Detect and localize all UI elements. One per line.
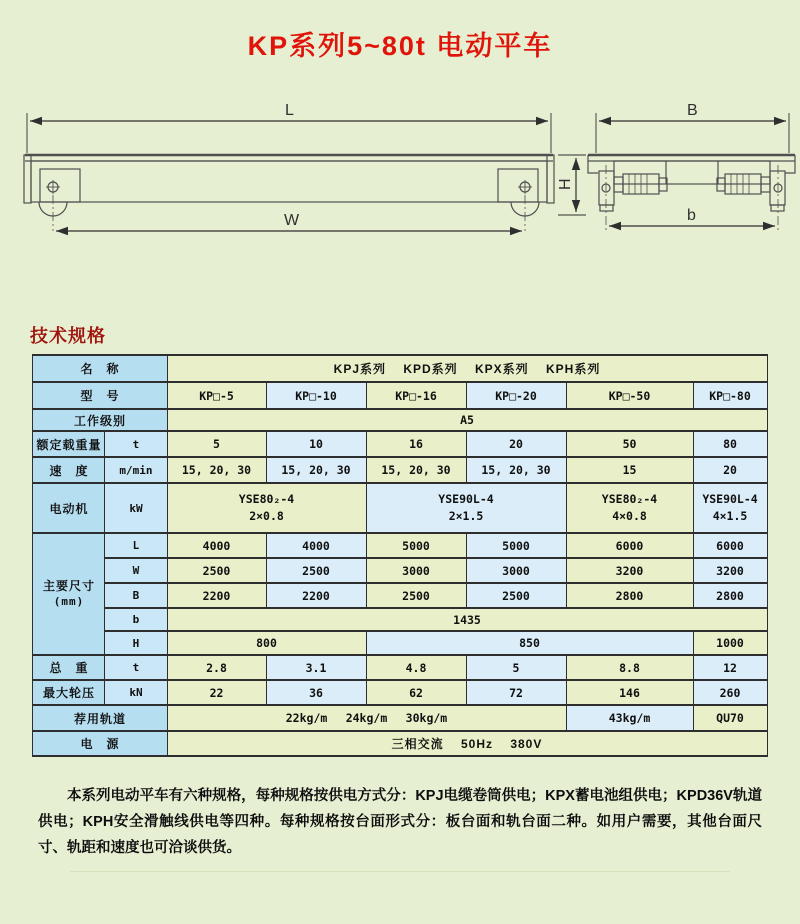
motor-cell bbox=[566, 483, 693, 533]
rail-cell: 22kg/m 24kg/m 30kg/m bbox=[167, 705, 566, 731]
spec-cell: 3200 bbox=[693, 558, 767, 583]
rail-cell: 43kg/m bbox=[566, 705, 693, 731]
row-label-power-supply: 电 源 bbox=[33, 731, 167, 756]
spec-cell: 2500 bbox=[167, 558, 266, 583]
spec-cell: KP□-10 bbox=[266, 382, 366, 409]
spec-cell: 8.8 bbox=[566, 655, 693, 680]
spec-cell: 12 bbox=[693, 655, 767, 680]
table-row-wheel-load bbox=[33, 680, 767, 705]
row-label-model: 型 号 bbox=[33, 382, 167, 409]
main-dimensions-label: 主要尺寸 bbox=[42, 579, 95, 594]
motor-model: YSE90L-4 bbox=[438, 492, 494, 507]
table-row-dim-L bbox=[33, 533, 767, 558]
unit-wheel-load: kN bbox=[105, 680, 167, 705]
motor-model: YSE80₂-4 bbox=[238, 492, 295, 507]
dim-label-b: b bbox=[687, 207, 696, 224]
motor-cell bbox=[167, 483, 366, 533]
spec-cell: 800 bbox=[167, 631, 366, 655]
unit-motor: kW bbox=[105, 483, 167, 533]
table-row-motor bbox=[33, 483, 767, 533]
table-row-dim-B bbox=[33, 583, 767, 608]
spec-cell: 4000 bbox=[266, 533, 366, 558]
section-title: 技术规格 bbox=[30, 326, 106, 346]
spec-cell: KP□-5 bbox=[167, 382, 266, 409]
motor-model: YSE90L-4 bbox=[702, 492, 758, 507]
spec-cell: 72 bbox=[466, 680, 566, 705]
spec-cell: 146 bbox=[566, 680, 693, 705]
spec-cell: 3200 bbox=[566, 558, 693, 583]
spec-cell: 16 bbox=[366, 431, 466, 457]
table-row-duty-class bbox=[33, 409, 767, 431]
motor-cell bbox=[693, 483, 767, 533]
row-label-rail: 荐用轨道 bbox=[33, 705, 167, 731]
row-label-total-weight: 总 重 bbox=[33, 655, 105, 680]
dim-sublabel-W: W bbox=[105, 558, 167, 583]
spec-cell: 2.8 bbox=[167, 655, 266, 680]
dim-label-H: H bbox=[557, 178, 574, 190]
spec-cell: 3.1 bbox=[266, 655, 366, 680]
spec-cell: 260 bbox=[693, 680, 767, 705]
power-supply-cell: 三相交流 50Hz 380V bbox=[167, 731, 767, 756]
spec-cell: 50 bbox=[566, 431, 693, 457]
spec-cell: 15, 20, 30 bbox=[266, 457, 366, 483]
page-title: KP系列5~80t 电动平车 bbox=[247, 31, 553, 61]
table-row-dim-b bbox=[33, 608, 767, 631]
table-row-total-weight bbox=[33, 655, 767, 680]
footer-paragraph: 本系列电动平车有六种规格，每种规格按供电方式分：KPJ电缆卷筒供电；KPX蓄电池组供电；KPD36V轨道供电；KPH安全滑触线供电等四种。每种规格按台面形式分：板台面和轨台面二种。如用户需要，其他台面尺寸、轨距和速度也可洽谈供货。 bbox=[38, 788, 762, 857]
motor-model: YSE80₂-4 bbox=[601, 492, 658, 507]
table-row-dim-W bbox=[33, 558, 767, 583]
motor-power: 2×0.8 bbox=[249, 509, 284, 523]
table-row-dim-H bbox=[33, 631, 767, 655]
gauge-cell: 1435 bbox=[167, 608, 767, 631]
dim-sublabel-b: b bbox=[105, 608, 167, 631]
row-label-motor: 电动机 bbox=[33, 483, 105, 533]
spec-cell: 2800 bbox=[566, 583, 693, 608]
spec-cell: 5000 bbox=[466, 533, 566, 558]
spec-cell: 3000 bbox=[366, 558, 466, 583]
spec-table bbox=[32, 354, 767, 757]
unit-total-weight: t bbox=[105, 655, 167, 680]
row-label-wheel-load: 最大轮压 bbox=[33, 680, 105, 705]
spec-cell: 2500 bbox=[466, 583, 566, 608]
dim-sublabel-L: L bbox=[105, 533, 167, 558]
spec-cell: 62 bbox=[366, 680, 466, 705]
spec-cell: 5000 bbox=[366, 533, 466, 558]
motor-cell bbox=[366, 483, 566, 533]
side-view-drawing bbox=[24, 113, 586, 231]
dim-sublabel-H: H bbox=[105, 631, 167, 655]
spec-cell: KP□-80 bbox=[693, 382, 767, 409]
spec-cell: 2800 bbox=[693, 583, 767, 608]
spec-cell: 2500 bbox=[366, 583, 466, 608]
spec-cell: 20 bbox=[693, 457, 767, 483]
row-label-duty-class: 工作级别 bbox=[33, 409, 167, 431]
series-names-cell: KPJ系列 KPD系列 KPX系列 KPH系列 bbox=[167, 355, 767, 382]
spec-cell: KP□-16 bbox=[366, 382, 466, 409]
motor-power: 2×1.5 bbox=[448, 509, 484, 523]
spec-cell: 15 bbox=[566, 457, 693, 483]
dimension-drawing bbox=[0, 91, 800, 256]
table-row-rail bbox=[33, 705, 767, 731]
spec-cell: 36 bbox=[266, 680, 366, 705]
dim-label-B: B bbox=[687, 102, 698, 119]
spec-cell: 15, 20, 30 bbox=[466, 457, 566, 483]
table-row-power-supply bbox=[33, 731, 767, 756]
spec-cell: 10 bbox=[266, 431, 366, 457]
unit-capacity: t bbox=[105, 431, 167, 457]
spec-cell: 4000 bbox=[167, 533, 266, 558]
spec-cell: 15, 20, 30 bbox=[167, 457, 266, 483]
spec-cell: KP□-50 bbox=[566, 382, 693, 409]
unit-speed: m/min bbox=[105, 457, 167, 483]
table-row-capacity bbox=[33, 431, 767, 457]
spec-cell: 2200 bbox=[266, 583, 366, 608]
spec-cell: 6000 bbox=[693, 533, 767, 558]
motor-power: 4×0.8 bbox=[612, 509, 647, 523]
bottom-divider bbox=[70, 871, 730, 872]
row-label-speed: 速 度 bbox=[33, 457, 105, 483]
spec-cell: 4.8 bbox=[366, 655, 466, 680]
table-row-model bbox=[33, 382, 767, 409]
spec-cell: KP□-20 bbox=[466, 382, 566, 409]
spec-cell: 22 bbox=[167, 680, 266, 705]
spec-cell: 2500 bbox=[266, 558, 366, 583]
rail-cell: QU70 bbox=[693, 705, 767, 731]
spec-cell: 2200 bbox=[167, 583, 266, 608]
dim-label-W: W bbox=[284, 212, 300, 229]
row-label-main-dimensions bbox=[33, 533, 105, 655]
table-row-speed bbox=[33, 457, 767, 483]
spec-cell: 6000 bbox=[566, 533, 693, 558]
spec-cell: 5 bbox=[167, 431, 266, 457]
motor-power: 4×1.5 bbox=[712, 509, 748, 523]
spec-cell: 1000 bbox=[693, 631, 767, 655]
table-row-name bbox=[33, 355, 767, 382]
spec-cell: 3000 bbox=[466, 558, 566, 583]
main-dimensions-unit: (mm) bbox=[53, 594, 85, 608]
spec-cell: 15, 20, 30 bbox=[366, 457, 466, 483]
spec-cell: 80 bbox=[693, 431, 767, 457]
spec-cell: 5 bbox=[466, 655, 566, 680]
dim-label-L: L bbox=[285, 102, 294, 119]
dim-sublabel-B: B bbox=[105, 583, 167, 608]
row-label-capacity: 额定载重量 bbox=[33, 431, 105, 457]
spec-cell: 850 bbox=[366, 631, 693, 655]
row-label-name: 名 称 bbox=[33, 355, 167, 382]
technical-drawing bbox=[0, 91, 800, 256]
duty-class-cell: A5 bbox=[167, 409, 767, 431]
spec-cell: 20 bbox=[466, 431, 566, 457]
